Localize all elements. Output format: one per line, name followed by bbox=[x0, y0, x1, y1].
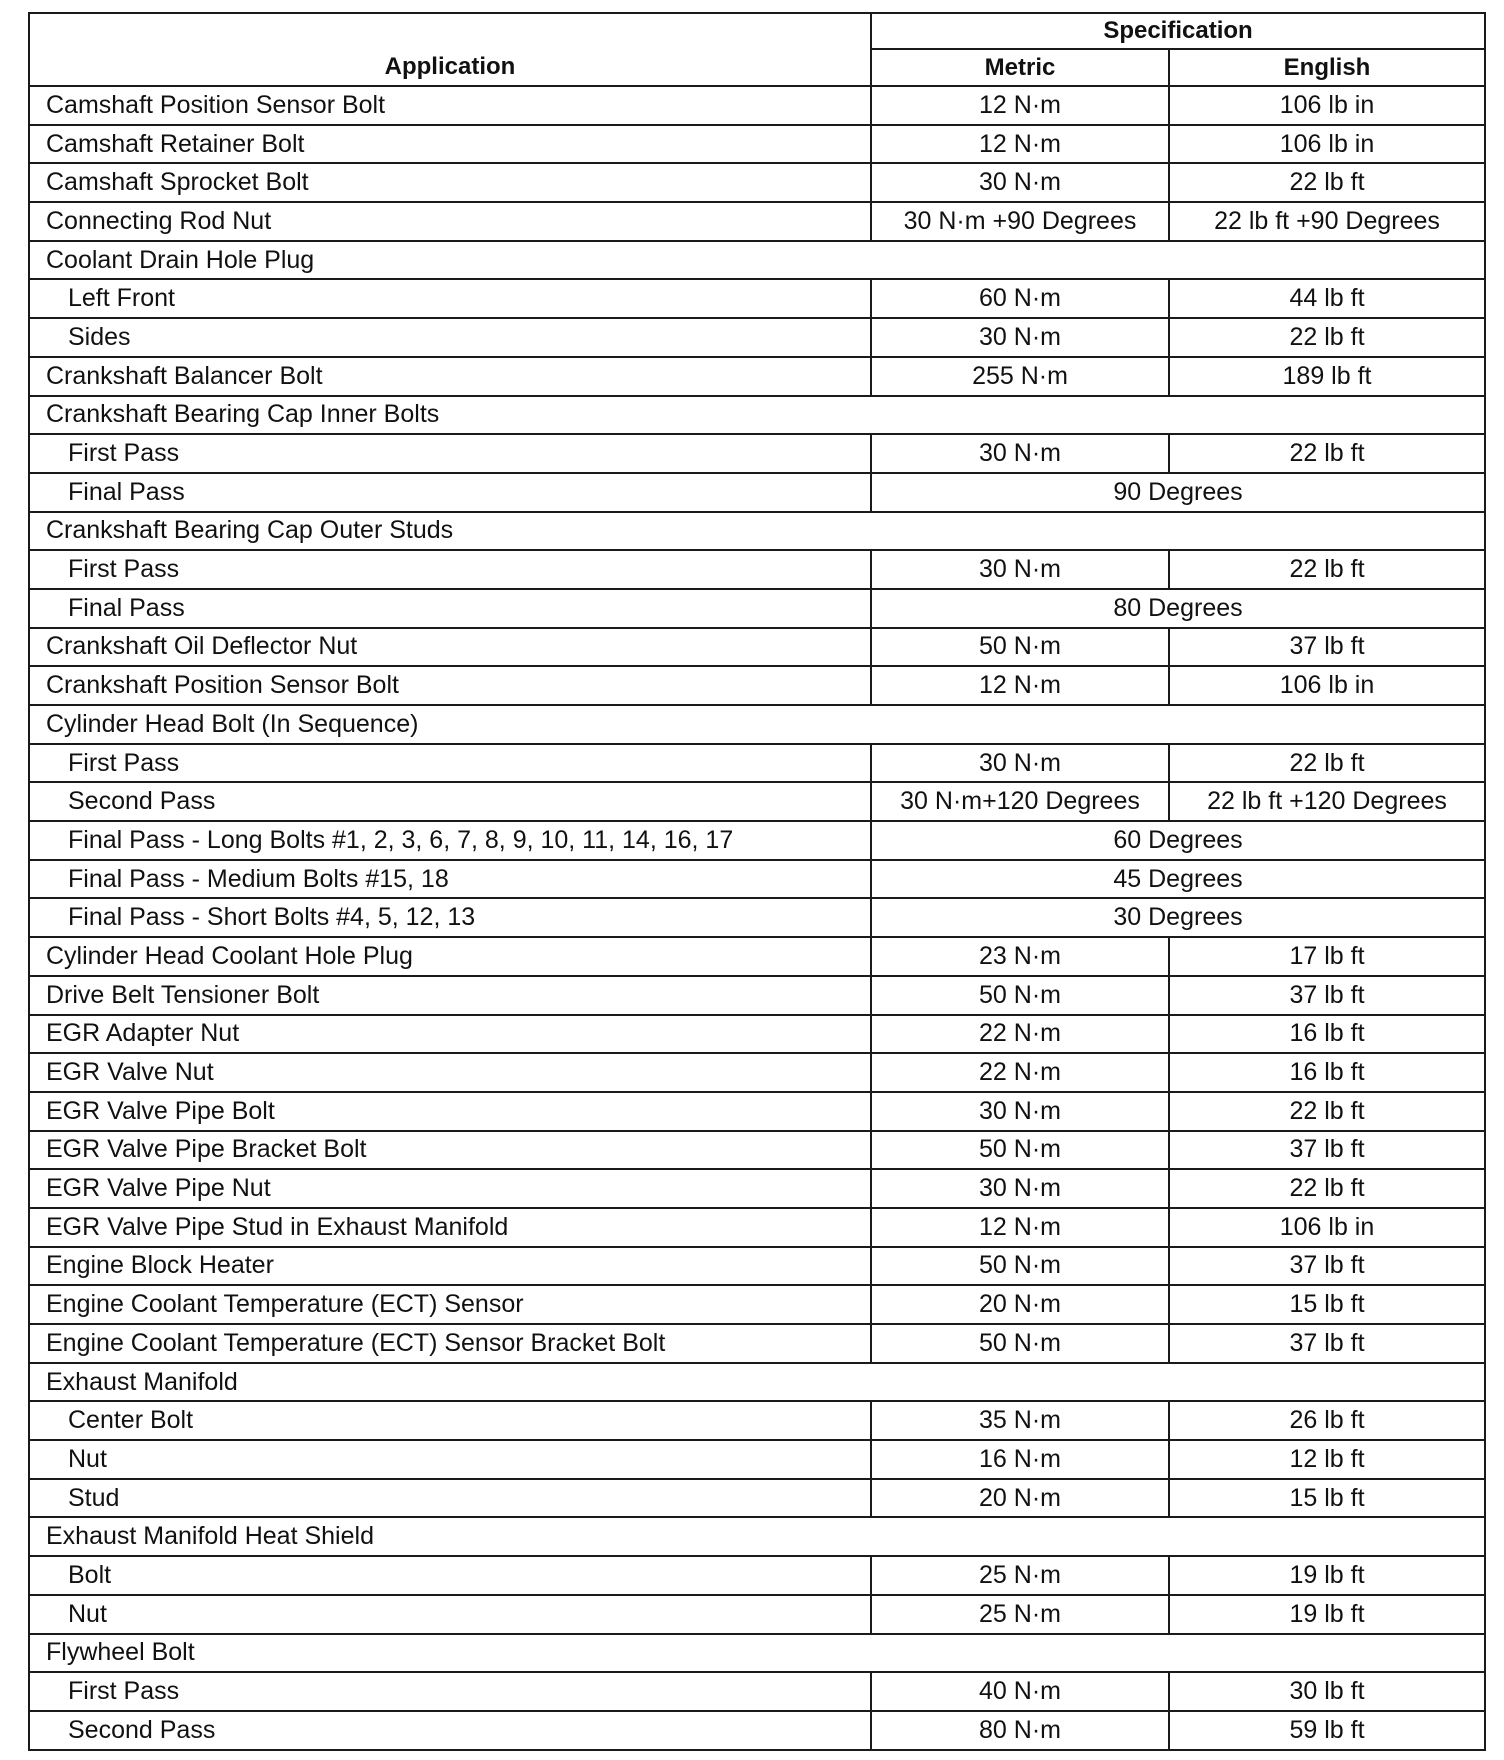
application-cell: Camshaft Sprocket Bolt bbox=[29, 163, 871, 202]
table-row bbox=[29, 1440, 1485, 1479]
table-row bbox=[29, 550, 1485, 589]
application-cell: First Pass bbox=[29, 434, 871, 473]
application-cell: Exhaust Manifold bbox=[29, 1363, 1485, 1402]
metric-cell: 40 N·m bbox=[871, 1672, 1169, 1711]
english-cell: 22 lb ft bbox=[1169, 163, 1485, 202]
application-cell: Final Pass - Medium Bolts #15, 18 bbox=[29, 860, 871, 899]
application-cell: Flywheel Bolt bbox=[29, 1634, 1485, 1673]
metric-cell: 22 N·m bbox=[871, 1015, 1169, 1054]
table-row bbox=[29, 782, 1485, 821]
application-cell: Final Pass bbox=[29, 589, 871, 628]
application-cell: Engine Block Heater bbox=[29, 1247, 871, 1286]
group-header-row bbox=[29, 1634, 1485, 1673]
english-cell: 44 lb ft bbox=[1169, 279, 1485, 318]
english-cell: 22 lb ft bbox=[1169, 550, 1485, 589]
english-cell: 37 lb ft bbox=[1169, 1131, 1485, 1170]
metric-cell: 50 N·m bbox=[871, 1324, 1169, 1363]
merged-spec-cell: 60 Degrees bbox=[871, 821, 1485, 860]
metric-cell: 50 N·m bbox=[871, 1131, 1169, 1170]
torque-spec-table bbox=[28, 12, 1486, 1751]
group-header-row bbox=[29, 1517, 1485, 1556]
metric-cell: 23 N·m bbox=[871, 937, 1169, 976]
english-cell: 16 lb ft bbox=[1169, 1053, 1485, 1092]
metric-cell: 30 N·m +90 Degrees bbox=[871, 202, 1169, 241]
application-cell: Crankshaft Balancer Bolt bbox=[29, 357, 871, 396]
table-row bbox=[29, 1169, 1485, 1208]
table-row bbox=[29, 1015, 1485, 1054]
table-row bbox=[29, 1711, 1485, 1750]
table-row bbox=[29, 1053, 1485, 1092]
english-cell: 106 lb in bbox=[1169, 86, 1485, 125]
application-cell: Center Bolt bbox=[29, 1401, 871, 1440]
table-row bbox=[29, 1556, 1485, 1595]
application-cell: Camshaft Position Sensor Bolt bbox=[29, 86, 871, 125]
application-cell: First Pass bbox=[29, 550, 871, 589]
english-cell: 12 lb ft bbox=[1169, 1440, 1485, 1479]
english-cell: 59 lb ft bbox=[1169, 1711, 1485, 1750]
table-row bbox=[29, 1324, 1485, 1363]
table-row bbox=[29, 86, 1485, 125]
group-header-row bbox=[29, 396, 1485, 435]
application-cell: Camshaft Retainer Bolt bbox=[29, 125, 871, 164]
application-cell: Nut bbox=[29, 1440, 871, 1479]
application-cell: Engine Coolant Temperature (ECT) Sensor Bracket Bolt bbox=[29, 1324, 871, 1363]
english-cell: 22 lb ft +120 Degrees bbox=[1169, 782, 1485, 821]
spec-table-body bbox=[29, 86, 1485, 1750]
application-cell: Sides bbox=[29, 318, 871, 357]
metric-cell: 25 N·m bbox=[871, 1556, 1169, 1595]
english-cell: 30 lb ft bbox=[1169, 1672, 1485, 1711]
table-row bbox=[29, 937, 1485, 976]
table-row bbox=[29, 744, 1485, 783]
merged-spec-cell: 90 Degrees bbox=[871, 473, 1485, 512]
group-header-row bbox=[29, 241, 1485, 280]
english-cell: 19 lb ft bbox=[1169, 1595, 1485, 1634]
specification-header: Specification bbox=[871, 13, 1485, 49]
metric-cell: 20 N·m bbox=[871, 1479, 1169, 1518]
application-cell: First Pass bbox=[29, 744, 871, 783]
table-row bbox=[29, 589, 1485, 628]
table-row bbox=[29, 1131, 1485, 1170]
metric-cell: 12 N·m bbox=[871, 666, 1169, 705]
metric-cell: 16 N·m bbox=[871, 1440, 1169, 1479]
english-cell: 106 lb in bbox=[1169, 125, 1485, 164]
table-row bbox=[29, 434, 1485, 473]
application-cell: Cylinder Head Coolant Hole Plug bbox=[29, 937, 871, 976]
application-cell: Exhaust Manifold Heat Shield bbox=[29, 1517, 1485, 1556]
metric-cell: 12 N·m bbox=[871, 125, 1169, 164]
table-row bbox=[29, 666, 1485, 705]
application-cell: Engine Coolant Temperature (ECT) Sensor bbox=[29, 1285, 871, 1324]
table-row bbox=[29, 628, 1485, 667]
application-cell: EGR Valve Pipe Bolt bbox=[29, 1092, 871, 1131]
application-cell: EGR Adapter Nut bbox=[29, 1015, 871, 1054]
application-cell: Stud bbox=[29, 1479, 871, 1518]
merged-spec-cell: 45 Degrees bbox=[871, 860, 1485, 899]
metric-cell: 50 N·m bbox=[871, 1247, 1169, 1286]
english-cell: 26 lb ft bbox=[1169, 1401, 1485, 1440]
application-cell: Bolt bbox=[29, 1556, 871, 1595]
metric-cell: 255 N·m bbox=[871, 357, 1169, 396]
english-cell: 37 lb ft bbox=[1169, 628, 1485, 667]
table-row bbox=[29, 860, 1485, 899]
metric-cell: 50 N·m bbox=[871, 976, 1169, 1015]
english-cell: 22 lb ft +90 Degrees bbox=[1169, 202, 1485, 241]
english-cell: 16 lb ft bbox=[1169, 1015, 1485, 1054]
application-cell: Crankshaft Oil Deflector Nut bbox=[29, 628, 871, 667]
table-row bbox=[29, 1401, 1485, 1440]
table-row bbox=[29, 125, 1485, 164]
metric-cell: 60 N·m bbox=[871, 279, 1169, 318]
application-cell: Final Pass - Long Bolts #1, 2, 3, 6, 7, 8, 9, 10, 11, 14, 16, 17 bbox=[29, 821, 871, 860]
english-cell: 22 lb ft bbox=[1169, 1092, 1485, 1131]
metric-cell: 22 N·m bbox=[871, 1053, 1169, 1092]
table-row bbox=[29, 279, 1485, 318]
application-header: Application bbox=[29, 13, 871, 86]
metric-cell: 30 N·m bbox=[871, 318, 1169, 357]
table-row bbox=[29, 976, 1485, 1015]
group-header-row bbox=[29, 705, 1485, 744]
english-header: English bbox=[1169, 49, 1485, 86]
application-cell: EGR Valve Pipe Nut bbox=[29, 1169, 871, 1208]
group-header-row bbox=[29, 512, 1485, 551]
table-row bbox=[29, 1092, 1485, 1131]
english-cell: 17 lb ft bbox=[1169, 937, 1485, 976]
application-cell: Final Pass bbox=[29, 473, 871, 512]
application-cell: Coolant Drain Hole Plug bbox=[29, 241, 1485, 280]
application-cell: Second Pass bbox=[29, 782, 871, 821]
merged-spec-cell: 80 Degrees bbox=[871, 589, 1485, 628]
table-row bbox=[29, 1479, 1485, 1518]
metric-cell: 12 N·m bbox=[871, 86, 1169, 125]
merged-spec-cell: 30 Degrees bbox=[871, 898, 1485, 937]
application-cell: Drive Belt Tensioner Bolt bbox=[29, 976, 871, 1015]
table-row bbox=[29, 1285, 1485, 1324]
table-row bbox=[29, 318, 1485, 357]
english-cell: 22 lb ft bbox=[1169, 434, 1485, 473]
torque-spec-sheet bbox=[28, 12, 1484, 1751]
english-cell: 106 lb in bbox=[1169, 1208, 1485, 1247]
header-row-top bbox=[29, 13, 1485, 49]
english-cell: 106 lb in bbox=[1169, 666, 1485, 705]
english-cell: 37 lb ft bbox=[1169, 976, 1485, 1015]
application-cell: Connecting Rod Nut bbox=[29, 202, 871, 241]
metric-cell: 25 N·m bbox=[871, 1595, 1169, 1634]
group-header-row bbox=[29, 1363, 1485, 1402]
application-cell: Left Front bbox=[29, 279, 871, 318]
application-cell: EGR Valve Pipe Stud in Exhaust Manifold bbox=[29, 1208, 871, 1247]
application-cell: Second Pass bbox=[29, 1711, 871, 1750]
application-cell: Cylinder Head Bolt (In Sequence) bbox=[29, 705, 1485, 744]
english-cell: 22 lb ft bbox=[1169, 1169, 1485, 1208]
english-cell: 189 lb ft bbox=[1169, 357, 1485, 396]
english-cell: 19 lb ft bbox=[1169, 1556, 1485, 1595]
application-cell: First Pass bbox=[29, 1672, 871, 1711]
english-cell: 15 lb ft bbox=[1169, 1285, 1485, 1324]
application-cell: EGR Valve Nut bbox=[29, 1053, 871, 1092]
metric-cell: 30 N·m bbox=[871, 744, 1169, 783]
metric-cell: 80 N·m bbox=[871, 1711, 1169, 1750]
table-row bbox=[29, 202, 1485, 241]
metric-cell: 30 N·m bbox=[871, 434, 1169, 473]
application-cell: Crankshaft Bearing Cap Inner Bolts bbox=[29, 396, 1485, 435]
table-row bbox=[29, 473, 1485, 512]
application-cell: EGR Valve Pipe Bracket Bolt bbox=[29, 1131, 871, 1170]
table-row bbox=[29, 1595, 1485, 1634]
table-row bbox=[29, 163, 1485, 202]
metric-cell: 20 N·m bbox=[871, 1285, 1169, 1324]
application-cell: Final Pass - Short Bolts #4, 5, 12, 13 bbox=[29, 898, 871, 937]
english-cell: 22 lb ft bbox=[1169, 744, 1485, 783]
metric-cell: 30 N·m bbox=[871, 1092, 1169, 1131]
english-cell: 37 lb ft bbox=[1169, 1324, 1485, 1363]
english-cell: 22 lb ft bbox=[1169, 318, 1485, 357]
metric-cell: 30 N·m bbox=[871, 1169, 1169, 1208]
metric-cell: 12 N·m bbox=[871, 1208, 1169, 1247]
application-cell: Crankshaft Bearing Cap Outer Studs bbox=[29, 512, 1485, 551]
metric-cell: 50 N·m bbox=[871, 628, 1169, 667]
application-cell: Crankshaft Position Sensor Bolt bbox=[29, 666, 871, 705]
metric-cell: 35 N·m bbox=[871, 1401, 1169, 1440]
metric-header: Metric bbox=[871, 49, 1169, 86]
english-cell: 15 lb ft bbox=[1169, 1479, 1485, 1518]
english-cell: 37 lb ft bbox=[1169, 1247, 1485, 1286]
metric-cell: 30 N·m bbox=[871, 550, 1169, 589]
table-row bbox=[29, 821, 1485, 860]
table-row bbox=[29, 357, 1485, 396]
table-row bbox=[29, 1208, 1485, 1247]
table-row bbox=[29, 898, 1485, 937]
application-cell: Nut bbox=[29, 1595, 871, 1634]
metric-cell: 30 N·m bbox=[871, 163, 1169, 202]
table-row bbox=[29, 1672, 1485, 1711]
table-row bbox=[29, 1247, 1485, 1286]
metric-cell: 30 N·m+120 Degrees bbox=[871, 782, 1169, 821]
